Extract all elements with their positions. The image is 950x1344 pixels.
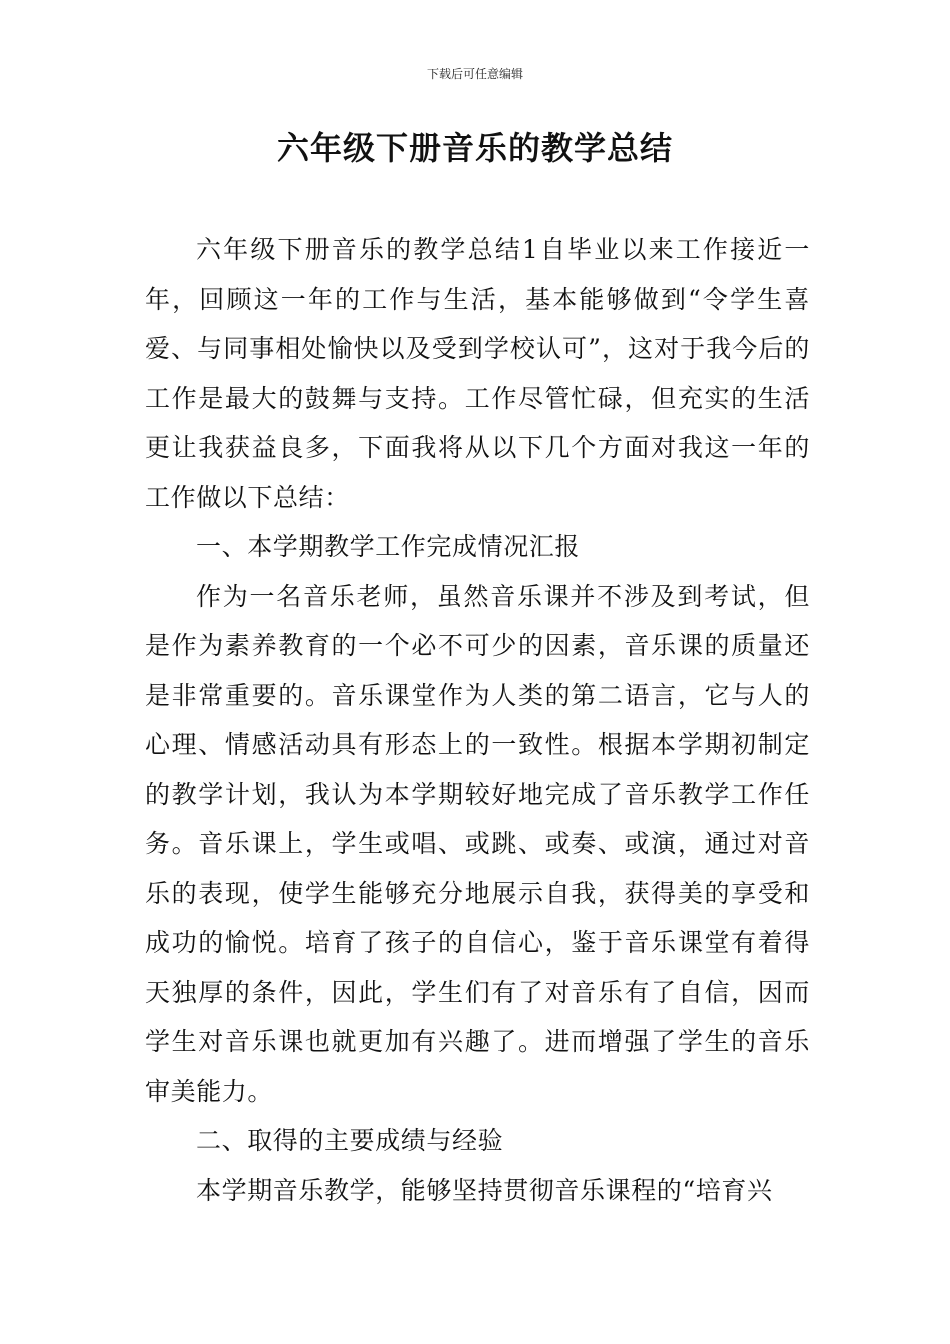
section-heading-1: 一、本学期教学工作完成情况汇报 <box>196 532 581 561</box>
document-body <box>145 225 810 1215</box>
paragraph-section-1: 作为一名音乐老师，虽然音乐课并不涉及到考试，但是作为素养教育的一个必不可少的因素，音乐课的质量还是非常重要的。音乐课堂作为人类的第二语言，它与人的心理、情感活动具有形态上的一致性。根据本学期初制定的教学计划，我认为本学期较好地完成了音乐教学工作任务。音乐课上，学生或唱、或跳、或奏、或演，通过对音乐的表现，使学生能够充分地展示自我，获得美的享受和成功的愉悦。培育了孩子的自信心，鉴于音乐课堂有着得天独厚的条件，因此，学生们有了对音乐有了自信，因而学生对音乐课也就更加有兴趣了。进而增强了学生的音乐审美能力。 <box>145 581 810 1106</box>
document-title: 六年级下册音乐的教学总结 <box>276 129 673 167</box>
header-note: 下载后可任意编辑 <box>426 67 523 81</box>
paragraph-intro: 六年级下册音乐的教学总结1自毕业以来工作接近一年，回顾这一年的工作与生活，基本能够做到“令学生喜爱、与同事相处愉快以及受到学校认可”，这对于我今后的工作是最大的鼓舞与支持。工作尽管忙碌，但充实的生活更让我获益良多，下面我将从以下几个方面对我这一年的工作做以下总结： <box>145 235 810 512</box>
section-heading-2: 二、取得的主要成绩与经验 <box>196 1126 504 1155</box>
paragraph-section-2: 本学期音乐教学，能够坚持贯彻音乐课程的“培育兴 <box>196 1175 773 1205</box>
